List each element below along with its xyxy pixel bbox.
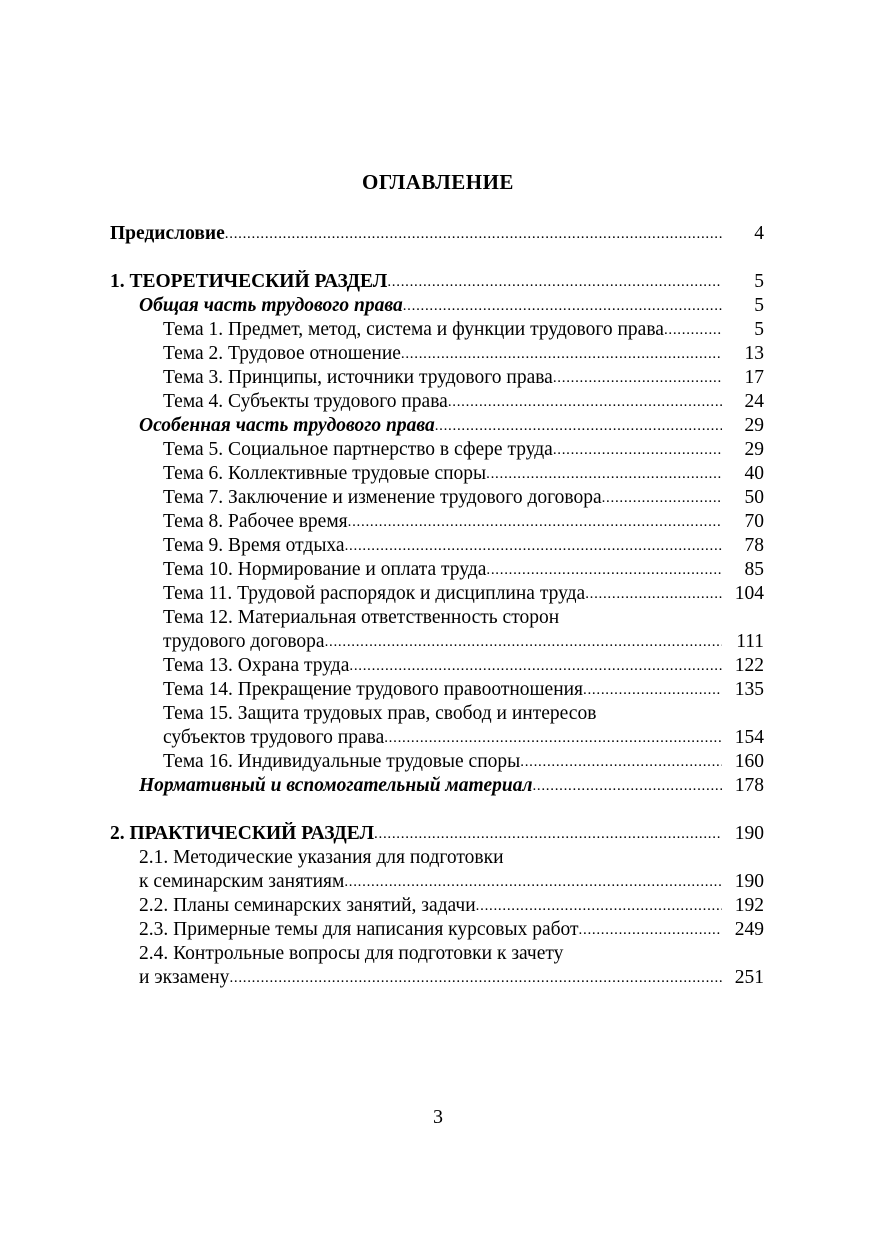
toc-entry-topic-5[interactable] — [110, 438, 766, 462]
toc-entry-topic-9[interactable] — [110, 534, 766, 558]
toc-entry-topic-10[interactable] — [110, 558, 766, 582]
toc-page-number: 4 — [754, 223, 764, 244]
toc-entry-preface[interactable] — [110, 222, 766, 246]
toc-entry-section-2[interactable] — [110, 822, 766, 846]
toc-page-number: 251 — [734, 967, 764, 988]
toc-entry-2-4-line-1[interactable] — [110, 942, 766, 966]
toc-entry-2-3[interactable] — [110, 918, 766, 942]
toc-entry-label: 1. ТЕОРЕТИЧЕСКИЙ РАЗДЕЛ — [110, 271, 388, 292]
toc-entry-label: Тема 4. Субъекты трудового права — [163, 391, 448, 412]
toc-entry-2-4[interactable] — [110, 966, 766, 990]
toc-entry-topic-3[interactable] — [110, 366, 766, 390]
toc-page-number: 5 — [754, 271, 764, 292]
page-title: ОГЛАВЛЕНИЕ — [362, 170, 514, 194]
toc-page-number: 192 — [734, 895, 764, 916]
toc-entry-topic-14[interactable] — [110, 678, 766, 702]
toc-page-number: 5 — [754, 319, 764, 340]
toc-page-number: 135 — [734, 679, 764, 700]
toc-entry-label: Особенная часть трудового права — [139, 415, 435, 436]
toc-entry-label: Тема 8. Рабочее время — [163, 511, 348, 532]
toc-entry-label: Тема 2. Трудовое отношение — [163, 343, 401, 364]
toc-entry-label: 2.4. Контрольные вопросы для подготовки к зачету — [139, 943, 564, 964]
toc-entry-topic-15-line-1[interactable] — [110, 702, 766, 726]
toc-page-number: 13 — [744, 343, 764, 364]
toc-page-number: 122 — [734, 655, 764, 676]
toc-entry-label: 2.3. Примерные темы для написания курсовых работ — [139, 919, 579, 940]
toc-entry-label: Тема 5. Социальное партнерство в сфере труда — [163, 439, 553, 460]
toc-entry-normative-material[interactable] — [110, 774, 766, 798]
toc-entry-topic-8[interactable] — [110, 510, 766, 534]
toc-entry-topic-11[interactable] — [110, 582, 766, 606]
table-of-contents — [110, 222, 766, 990]
toc-entry-label: Тема 14. Прекращение трудового правоотношения — [163, 679, 584, 700]
toc-page-number: 178 — [734, 775, 764, 796]
toc-page-number: 24 — [744, 391, 764, 412]
toc-entry-topic-6[interactable] — [110, 462, 766, 486]
toc-page-number: 50 — [744, 487, 764, 508]
toc-page-number: 40 — [744, 463, 764, 484]
toc-entry-label: субъектов трудового права — [163, 727, 385, 748]
toc-page-number: 29 — [744, 439, 764, 460]
toc-entry-topic-12-line-1[interactable] — [110, 606, 766, 630]
toc-entry-label: к семинарским занятиям — [139, 871, 345, 892]
toc-entry-label: Тема 13. Охрана труда — [163, 655, 350, 676]
toc-page-number: 190 — [734, 871, 764, 892]
toc-entry-2-1[interactable] — [110, 870, 766, 894]
toc-entry-label: Тема 6. Коллективные трудовые споры — [163, 463, 487, 484]
toc-page-number: 190 — [734, 823, 764, 844]
toc-entry-topic-15[interactable] — [110, 726, 766, 750]
toc-entry-label: трудового договора — [163, 631, 325, 652]
toc-entry-topic-7[interactable] — [110, 486, 766, 510]
page-number: 3 — [433, 1106, 443, 1128]
toc-page-number: 78 — [744, 535, 764, 556]
toc-page-number: 85 — [744, 559, 764, 580]
toc-page-number: 70 — [744, 511, 764, 532]
toc-entry-label: Тема 12. Материальная ответственность сторон — [163, 607, 560, 628]
toc-entry-label: 2. ПРАКТИЧЕСКИЙ РАЗДЕЛ — [110, 823, 375, 844]
toc-entry-topic-4[interactable] — [110, 390, 766, 414]
toc-entry-label: Тема 7. Заключение и изменение трудового договора — [163, 487, 602, 508]
toc-entry-special-part[interactable] — [110, 414, 766, 438]
toc-entry-topic-13[interactable] — [110, 654, 766, 678]
toc-entry-label: Тема 11. Трудовой распорядок и дисциплина труда — [163, 583, 586, 604]
toc-entry-label: Нормативный и вспомогательный материал — [139, 775, 533, 796]
toc-entry-label: Тема 3. Принципы, источники трудового права — [163, 367, 553, 388]
toc-entry-2-2[interactable] — [110, 894, 766, 918]
toc-entry-topic-12[interactable] — [110, 630, 766, 654]
toc-entry-topic-2[interactable] — [110, 342, 766, 366]
toc-page-number: 249 — [734, 919, 764, 940]
toc-page-number: 5 — [754, 295, 764, 316]
toc-entry-topic-1[interactable] — [110, 318, 766, 342]
toc-entry-label: Общая часть трудового права — [139, 295, 403, 316]
toc-entry-label: Предисловие — [110, 223, 225, 244]
toc-page-number: 111 — [736, 631, 764, 652]
toc-entry-label: 2.1. Методические указания для подготовки — [139, 847, 504, 868]
toc-entry-section-1[interactable] — [110, 270, 766, 294]
toc-entry-label: и экзамену — [139, 967, 230, 988]
toc-page-number: 17 — [744, 367, 764, 388]
toc-page-number: 154 — [734, 727, 764, 748]
toc-entry-topic-16[interactable] — [110, 750, 766, 774]
toc-page-number: 29 — [744, 415, 764, 436]
toc-entry-2-1-line-1[interactable] — [110, 846, 766, 870]
toc-entry-label: Тема 9. Время отдыха — [163, 535, 345, 556]
toc-entry-general-part[interactable] — [110, 294, 766, 318]
toc-entry-label: Тема 1. Предмет, метод, система и функции трудового права — [163, 319, 664, 340]
toc-entry-label: 2.2. Планы семинарских занятий, задачи — [139, 895, 476, 916]
toc-entry-label: Тема 16. Индивидуальные трудовые споры — [163, 751, 521, 772]
toc-entry-label: Тема 10. Нормирование и оплата труда — [163, 559, 487, 580]
toc-entry-label: Тема 15. Защита трудовых прав, свобод и интересов — [163, 703, 597, 724]
toc-page-number: 104 — [734, 583, 764, 604]
toc-page-number: 160 — [734, 751, 764, 772]
